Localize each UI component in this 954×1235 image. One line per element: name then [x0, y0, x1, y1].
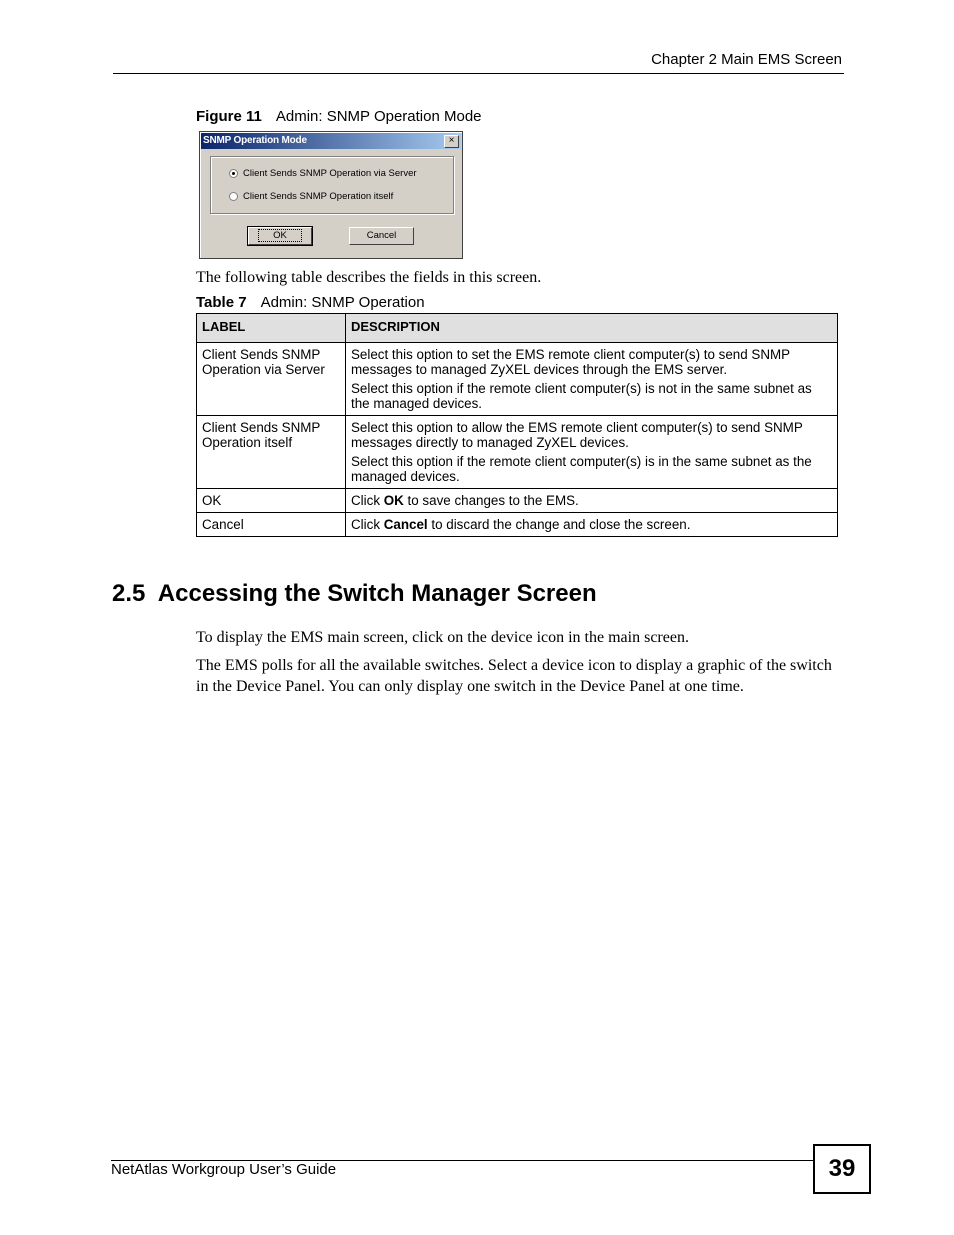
- col-label-header: LABEL: [197, 314, 346, 343]
- radio-selected-icon[interactable]: [229, 169, 238, 178]
- row-description: Select this option to set the EMS remote client computer(s) to send SNMP messages to managed ZyXEL devices through the EMS server. Select this option if the remote client computer(s) is not in the same subnet as the managed devices.: [346, 343, 838, 416]
- table-row: [197, 343, 838, 416]
- row-label: Client Sends SNMP Operation via Server: [197, 343, 346, 416]
- figure-caption: [196, 108, 482, 125]
- table-caption: [196, 294, 425, 311]
- option-itself-label: Client Sends SNMP Operation itself: [243, 191, 394, 202]
- guide-title: NetAtlas Workgroup User’s Guide: [111, 1161, 337, 1178]
- table-row: [197, 489, 838, 513]
- figure-title: Admin: SNMP Operation Mode: [275, 108, 482, 125]
- fields-table: [196, 313, 838, 537]
- header-rule: [113, 73, 844, 74]
- row-label: Cancel: [197, 513, 346, 537]
- dialog-title: SNMP Operation Mode: [203, 135, 307, 146]
- table-row: [197, 513, 838, 537]
- table-header-row: [197, 314, 838, 343]
- page-number: 39: [813, 1144, 871, 1194]
- table-label: Table 7: [196, 294, 247, 311]
- ok-button[interactable]: OK: [248, 227, 312, 245]
- option-via-server-label: Client Sends SNMP Operation via Server: [243, 168, 417, 179]
- radio-unselected-icon[interactable]: [229, 192, 238, 201]
- row-description: Click OK to save changes to the EMS.: [346, 489, 838, 513]
- option-via-server[interactable]: [229, 168, 417, 179]
- chapter-header: Chapter 2 Main EMS Screen: [651, 51, 842, 68]
- figure-label: Figure 11: [196, 108, 262, 125]
- option-group: [210, 156, 454, 214]
- close-icon[interactable]: ×: [444, 135, 459, 148]
- intro-text: The following table describes the fields in this screen.: [196, 269, 542, 286]
- table-row: [197, 416, 838, 489]
- section-paragraph-2: The EMS polls for all the available switches. Select a device icon to display a graphic of the switch in the Device Panel. You can only display one switch in the Device Panel at one time.: [196, 657, 832, 695]
- row-description: Select this option to allow the EMS remote client computer(s) to send SNMP messages directly to managed ZyXEL devices. Select this option if the remote client computer(s) is in the same subnet as the managed devices.: [346, 416, 838, 489]
- row-description: Click Cancel to discard the change and close the screen.: [346, 513, 838, 537]
- col-description-header: DESCRIPTION: [346, 314, 838, 343]
- section-paragraph-1: To display the EMS main screen, click on the device icon in the main screen.: [196, 629, 689, 646]
- dialog-titlebar: [201, 133, 461, 149]
- option-itself[interactable]: [229, 191, 393, 202]
- row-label: OK: [197, 489, 346, 513]
- cancel-button[interactable]: Cancel: [349, 227, 414, 245]
- table-title: Admin: SNMP Operation: [260, 294, 425, 311]
- snmp-operation-dialog: [199, 131, 463, 259]
- section-heading: 2.5 Accessing the Switch Manager Screen: [112, 580, 597, 607]
- row-label: Client Sends SNMP Operation itself: [197, 416, 346, 489]
